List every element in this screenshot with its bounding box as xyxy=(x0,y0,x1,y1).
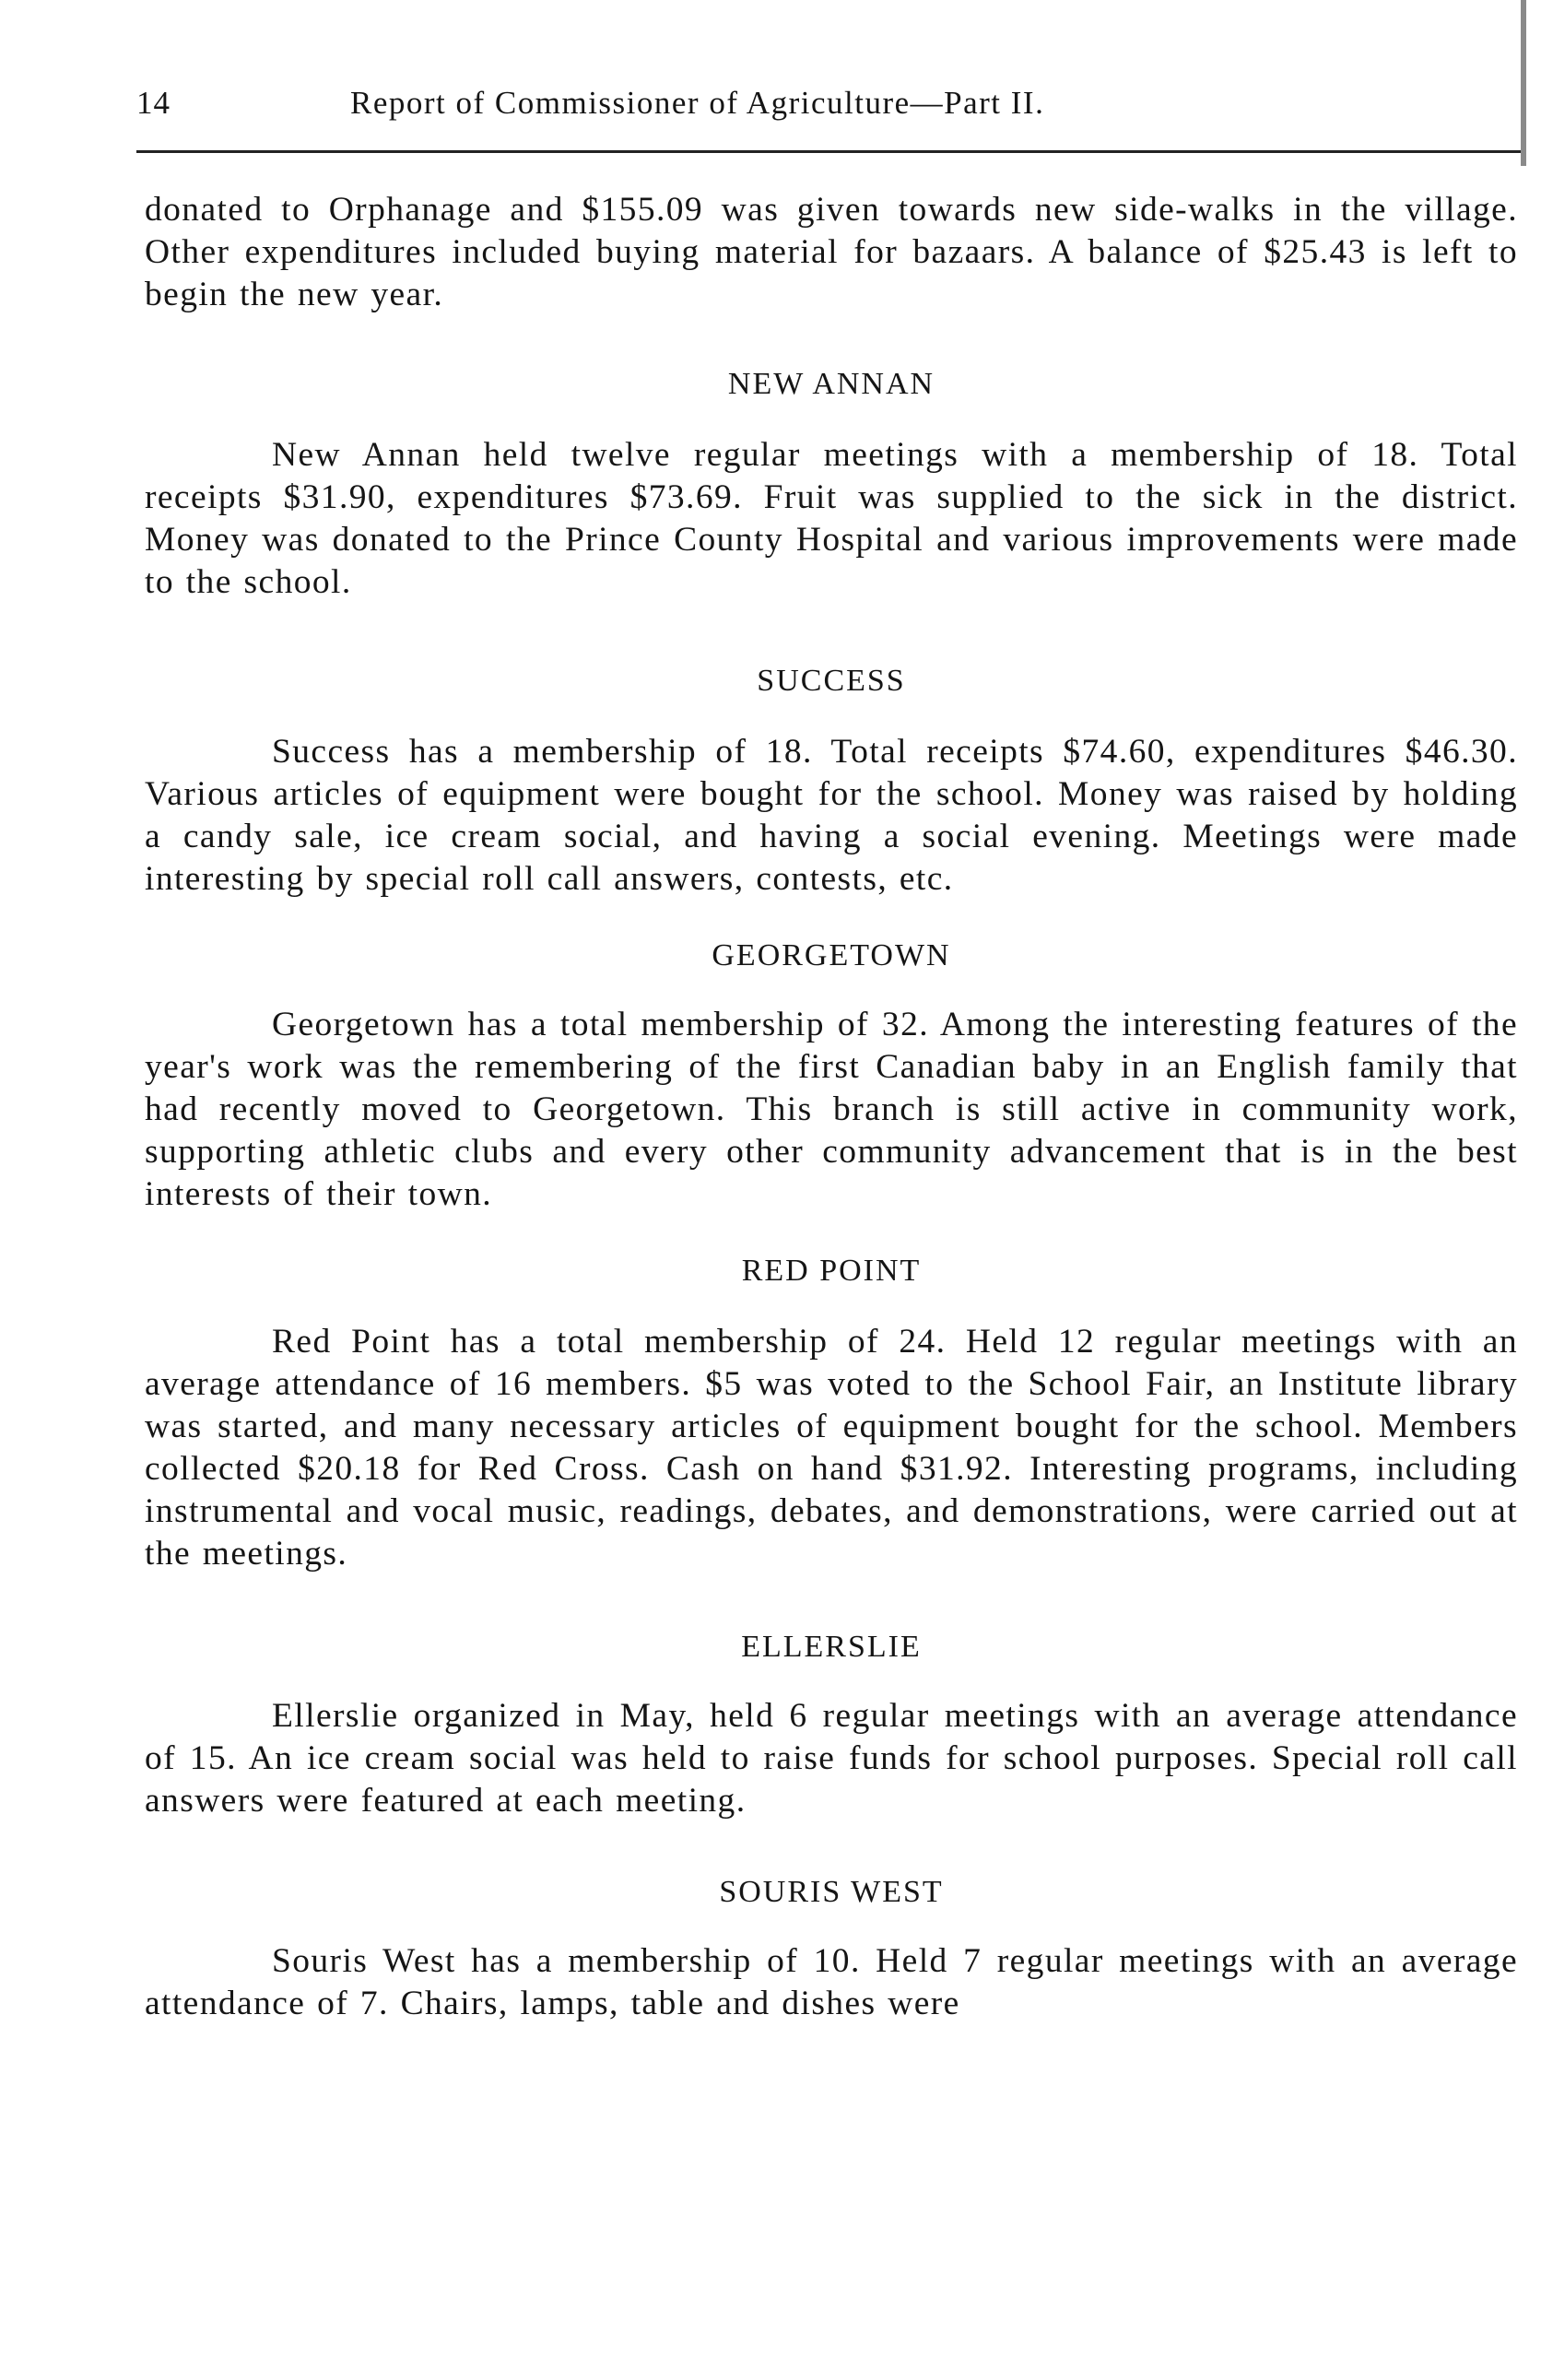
intro-paragraph: donated to Orphanage and $155.09 was given towards new side-walks in the village. Other expenditures included buying material for bazaars. A balance of $25.43 is left to begin the new year. xyxy=(145,191,1518,313)
section-text-red-point: Red Point has a total membership of 24. Held 12 regular meetings with an average attendance of 16 members. $5 was voted to the School Fair, an Institute library was started, and many necessary articles of equipment bought for the school. Members collected $20.18 for Red Cross. Cash on hand $31.92. Interesting programs, including instrumental and vocal music, readings, debates, and demonstrations, were carried out at the meetings. xyxy=(145,1323,1518,1573)
page-header xyxy=(136,85,1519,140)
section-heading-new-annan: NEW ANNAN xyxy=(727,367,935,401)
section-text-ellerslie: Ellerslie organized in May, held 6 regular meetings with an average attendance of 15. An ice cream social was held to raise funds for school purposes. Special roll call answers were featured at each meeting. xyxy=(145,1697,1518,1820)
section-text-souris-west: Souris West has a membership of 10. Held 7 regular meetings with an average attendance of 7. Chairs, lamps, table and dishes were xyxy=(145,1942,1518,2022)
header-rule xyxy=(136,150,1521,153)
section-heading-red-point: RED POINT xyxy=(741,1254,922,1288)
section-heading-souris-west: SOURIS WEST xyxy=(719,1875,944,1909)
running-head: Report of Commissioner of Agriculture—Part II. xyxy=(350,85,1045,121)
scan-edge-mark xyxy=(1521,0,1526,166)
section-text-georgetown: Georgetown has a total membership of 32. Among the interesting features of the year's work was the remembering of the first Canadian baby in an English family that had recently moved to Georgetown. This branch is still active in community work, supporting athletic clubs and every other community advancement that is in the best interests of their town. xyxy=(145,1006,1518,1213)
page-body xyxy=(145,189,1518,2025)
section-heading-ellerslie: ELLERSLIE xyxy=(741,1630,922,1664)
section-text-new-annan: New Annan held twelve regular meetings with a membership of 18. Total receipts $31.90, expenditures $73.69. Fruit was supplied to the sick in the district. Money was donated to the Prince County Hospital and various improvements were made to the school. xyxy=(145,436,1518,601)
section-heading-georgetown: GEORGETOWN xyxy=(712,938,951,972)
page-number: 14 xyxy=(136,85,171,121)
section-text-success: Success has a membership of 18. Total receipts $74.60, expenditures $46.30. Various articles of equipment were bought for the school. Money was raised by holding a candy sale, ice cream social, and having a social evening. Meetings were made interesting by special roll call answers, contests, etc. xyxy=(145,733,1518,898)
section-heading-success: SUCCESS xyxy=(757,664,906,698)
